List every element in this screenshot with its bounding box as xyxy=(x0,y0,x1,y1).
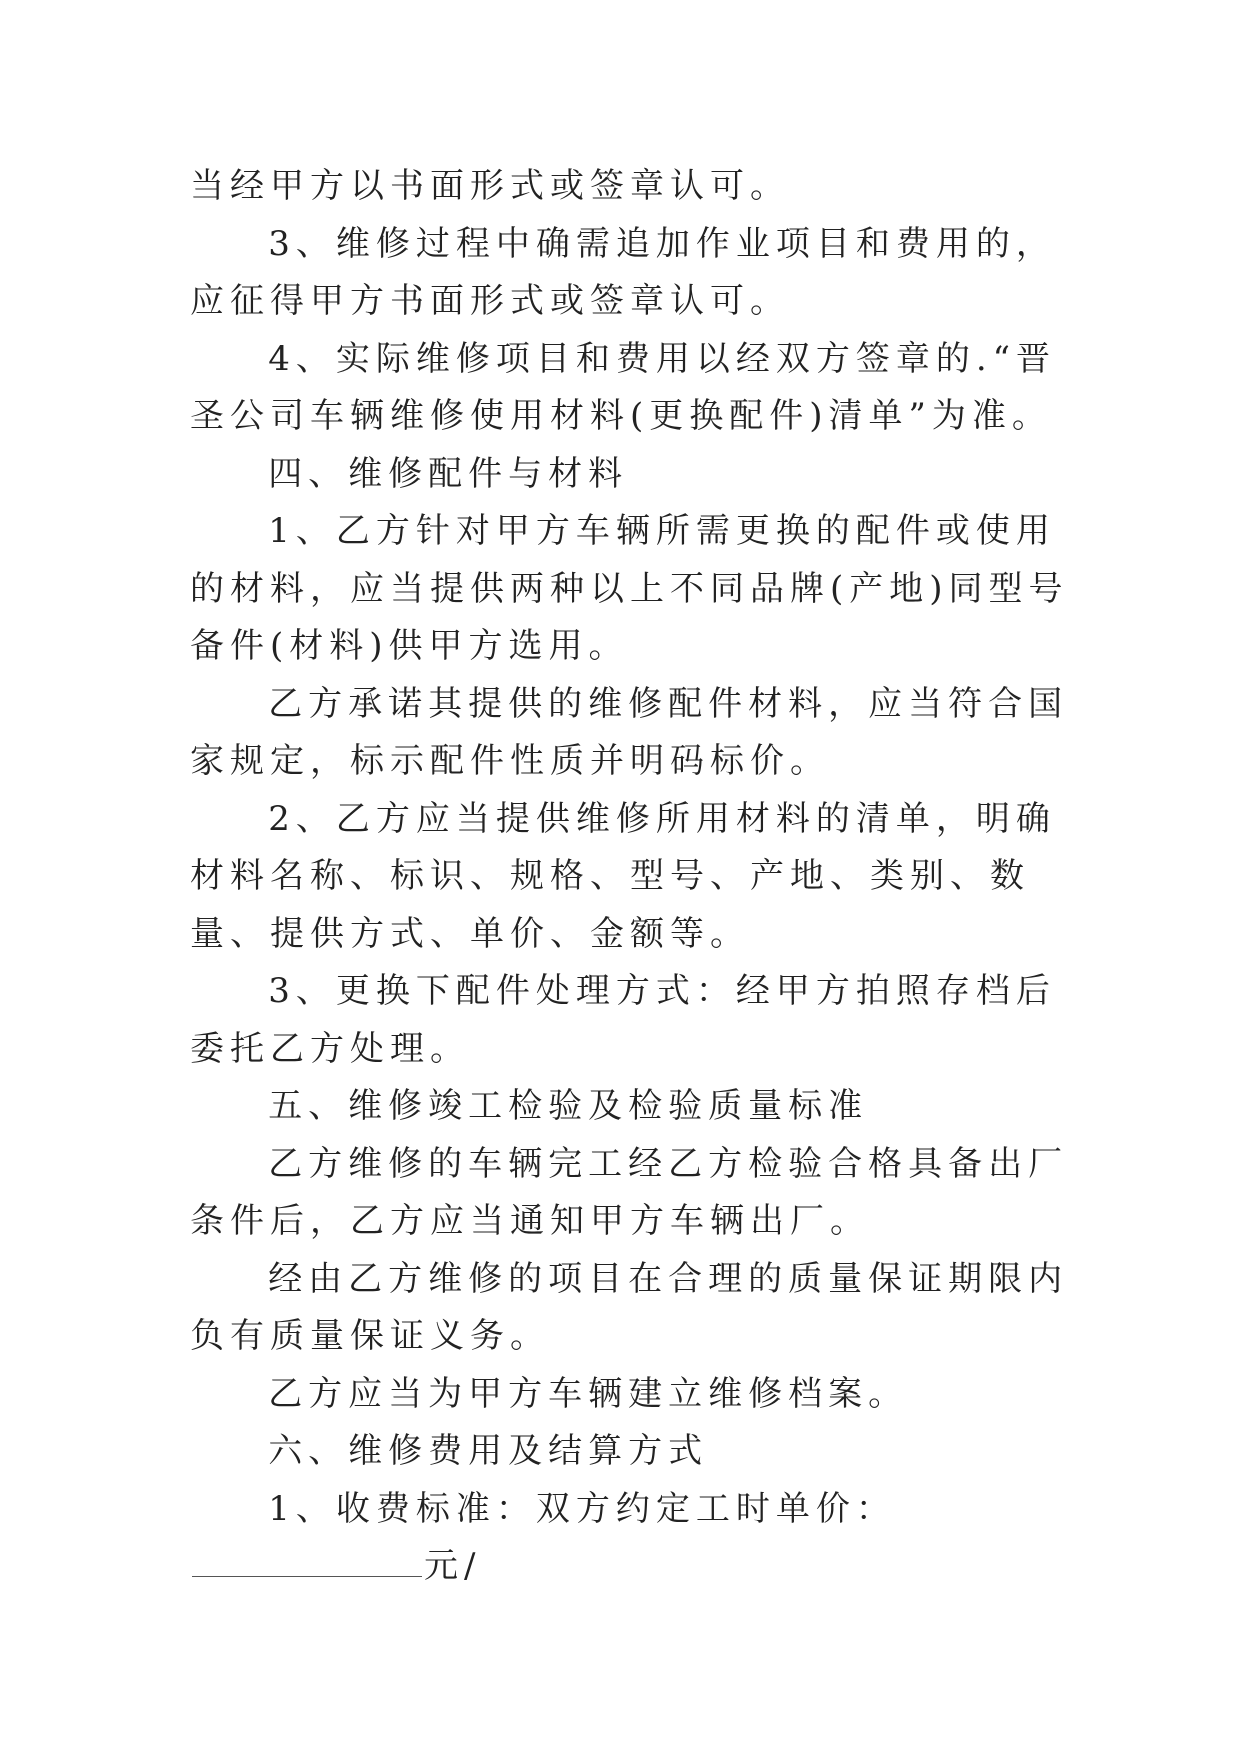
paragraph-item-2-materials-list: 2、乙方应当提供维修所用材料的清单，明确材料名称、标识、规格、型号、产地、类别、数量、提供方式、单价、金额等。 xyxy=(190,798,1056,954)
fee-unit-label: 元/ xyxy=(424,1546,482,1586)
paragraph-item-3-additional-work: 3、维修过程中确需追加作业项目和费用的，应征得甲方书面形式或签章认可。 xyxy=(190,223,1056,321)
paragraph-maintenance-records: 乙方应当为甲方车辆建立维修档案。 xyxy=(268,1373,909,1414)
section-heading-fees-settlement: 六、维修费用及结算方式 xyxy=(268,1431,709,1471)
document-body xyxy=(190,158,1070,1596)
section-heading-parts-materials: 四、维修配件与材料 xyxy=(268,453,629,494)
fee-standard-label: 1、收费标准：双方约定工时单价： xyxy=(268,1488,896,1529)
paragraph-quality-guarantee: 经由乙方维修的项目在合理的质量保证期限内负有质量保证义务。 xyxy=(190,1258,1069,1356)
section-heading-inspection: 五、维修竣工检验及检验质量标准 xyxy=(268,1086,869,1126)
hourly-rate-blank[interactable] xyxy=(192,1546,422,1577)
paragraph-completion-notice: 乙方维修的车辆完工经乙方检验合格具备出厂条件后，乙方应当通知甲方车辆出厂。 xyxy=(190,1143,1069,1241)
paragraph-item-4-actual-items: 4、实际维修项目和费用以经双方签章的.“晋圣公司车辆维修使用材料(更换配件)清单”为准。 xyxy=(190,338,1057,436)
paragraph-item-1-fee-standard xyxy=(190,1481,1070,1596)
paragraph-parts-commitment: 乙方承诺其提供的维修配件材料，应当符合国家规定，标示配件性质并明码标价。 xyxy=(190,683,1069,781)
paragraph-continuation: 当经甲方以书面形式或签章认可。 xyxy=(190,166,790,206)
paragraph-item-3-replaced-parts: 3、更换下配件处理方式：经甲方拍照存档后委托乙方处理。 xyxy=(190,971,1056,1069)
paragraph-item-1-parts-options: 1、乙方针对甲方车辆所需更换的配件或使用的材料，应当提供两种以上不同品牌(产地)同型号备件(材料)供甲方选用。 xyxy=(190,511,1069,666)
